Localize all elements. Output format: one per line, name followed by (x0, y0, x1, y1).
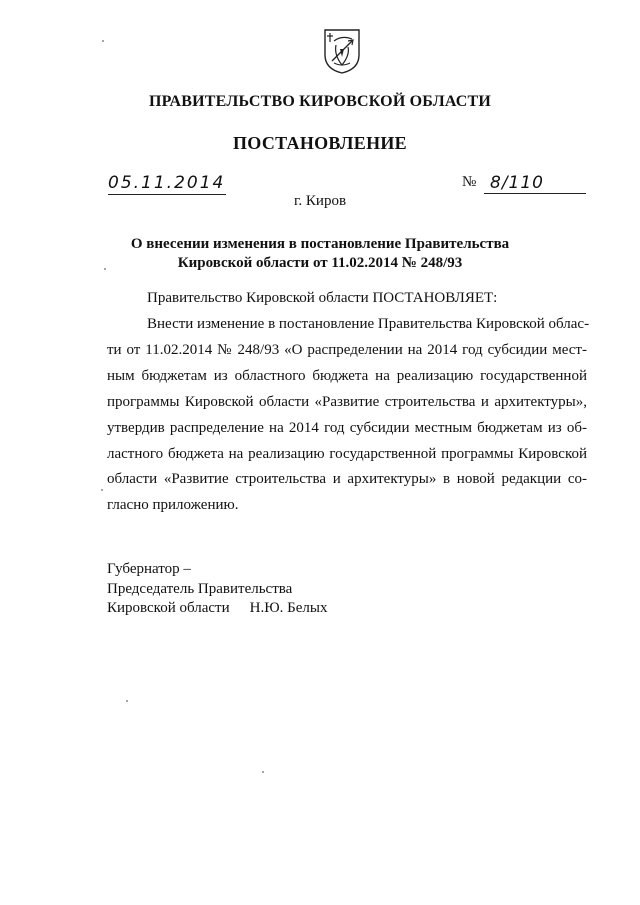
document-city: г. Киров (293, 193, 347, 209)
document-subject (0, 235, 640, 273)
scan-speck (101, 489, 103, 491)
preamble: Правительство Кировской области ПОСТАНОВЛЯЕТ: (147, 290, 498, 306)
kirov-coat-of-arms-icon (322, 27, 362, 75)
body-line: ным бюджетам из областного бюджета на реализацию государственной (107, 367, 587, 384)
body-line: программы Кировской области «Развитие строительства и архитектуры», (107, 393, 587, 410)
scan-speck (262, 771, 264, 773)
subject-line: О внесении изменения в постановление Правительства (130, 236, 510, 252)
scan-speck (104, 268, 106, 270)
subject-line: Кировской области от 11.02.2014 № 248/93 (177, 255, 463, 271)
signature-line: Председатель Правительства (107, 580, 293, 597)
document-number-label: № (462, 174, 477, 190)
body-line: утвердив распределение на 2014 год субсидии местным бюджетам из об- (107, 419, 587, 436)
body-line: ти от 11.02.2014 № 248/93 «О распределении на 2014 год субсидии мест- (107, 341, 587, 358)
body-line: Внести изменение в постановление Правительства Кировской облас- (147, 316, 590, 332)
signatory-name: Н.Ю. Белых (249, 600, 328, 616)
body-paragraph (107, 312, 590, 519)
signature-line (107, 599, 327, 619)
scan-speck (102, 40, 104, 42)
body-line: области «Развитие строительства и архитектуры» в новой редакции со- (107, 471, 587, 488)
signature-block (107, 560, 327, 619)
signature-line: Губернатор – (107, 561, 191, 577)
document-date: 05.11.2014 (108, 173, 226, 193)
signature-region: Кировской области (107, 600, 230, 616)
body-line: гласно приложению. (107, 497, 239, 514)
government-title: ПРАВИТЕЛЬСТВО КИРОВСКОЙ ОБЛАСТИ (148, 93, 492, 110)
document-type: ПОСТАНОВЛЕНИЕ (233, 133, 407, 153)
scan-speck (126, 700, 128, 702)
body-line: ластного бюджета на реализацию государственной программы Кировской (107, 445, 587, 462)
document-number: 8/110 (484, 172, 586, 194)
